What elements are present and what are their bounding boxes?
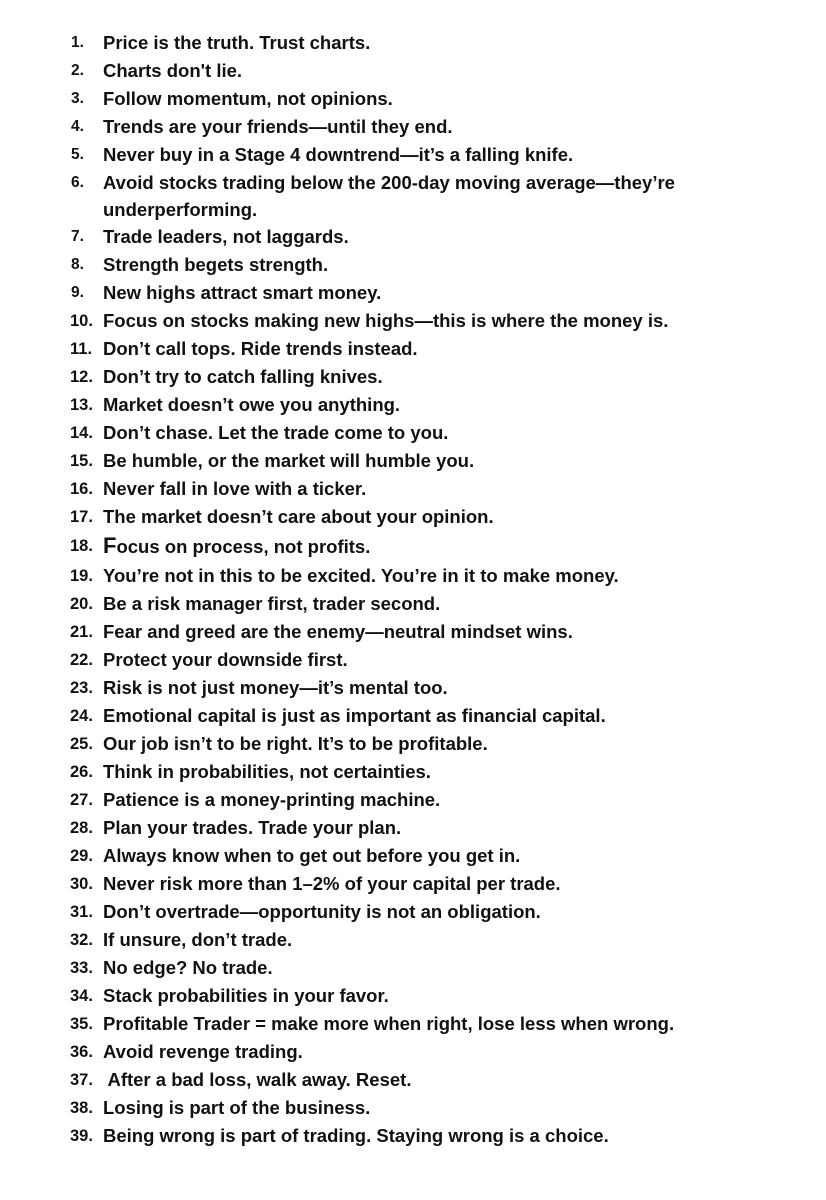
rule-number: 19.	[70, 567, 93, 585]
rule-number: 35.	[70, 1015, 93, 1033]
rule-item-6	[0, 169, 763, 223]
rule-text: Strength begets strength.	[103, 254, 329, 275]
rule-item-34	[0, 982, 826, 1010]
rule-text-rest: ocus on process, not profits.	[116, 536, 371, 557]
rule-item-18	[0, 531, 826, 562]
rule-number: 37.	[70, 1071, 93, 1089]
rule-number: 25.	[70, 735, 93, 753]
rule-text: Price is the truth. Trust charts.	[103, 32, 371, 53]
rule-item-2	[0, 57, 826, 85]
rule-item-9	[0, 279, 826, 307]
rule-text: Emotional capital is just as important as financial capital.	[103, 705, 606, 726]
rule-text: Always know when to get out before you get in.	[103, 845, 521, 866]
rule-item-26	[0, 758, 826, 786]
rule-number: 1.	[71, 34, 84, 51]
rule-text: Being wrong is part of trading. Staying wrong is a choice.	[103, 1125, 609, 1146]
rule-number: 36.	[70, 1043, 93, 1061]
rule-item-28	[0, 814, 826, 842]
rule-number: 26.	[70, 763, 93, 781]
rule-number: 2.	[71, 62, 84, 79]
rule-item-37	[0, 1066, 826, 1094]
rule-number: 38.	[70, 1099, 93, 1117]
rule-text: Avoid revenge trading.	[103, 1041, 303, 1062]
rule-text: Risk is not just money—it’s mental too.	[103, 677, 448, 698]
rule-text: Market doesn’t owe you anything.	[103, 394, 401, 415]
rule-text: Patience is a money-printing machine.	[103, 789, 441, 810]
rule-item-3	[0, 85, 826, 113]
rule-number: 5.	[71, 146, 84, 163]
rule-item-19	[0, 562, 826, 590]
rule-number: 32.	[70, 931, 93, 949]
rule-number: 34.	[70, 987, 93, 1005]
rule-text: Don’t chase. Let the trade come to you.	[103, 422, 449, 443]
rule-text: Avoid stocks trading below the 200-day moving average—they’re underperforming.	[103, 172, 675, 220]
rule-text: New highs attract smart money.	[103, 282, 382, 303]
rule-text: Plan your trades. Trade your plan.	[103, 817, 402, 838]
rule-number: 22.	[70, 651, 93, 669]
rule-number: 20.	[70, 595, 93, 613]
rule-text: Stack probabilities in your favor.	[103, 985, 389, 1006]
rule-text: Don’t try to catch falling knives.	[103, 366, 383, 387]
rule-item-35	[0, 1010, 826, 1038]
rule-item-29	[0, 842, 826, 870]
rule-item-31	[0, 898, 826, 926]
rule-number: 15.	[70, 452, 93, 470]
rule-item-27	[0, 786, 826, 814]
rule-item-25	[0, 730, 826, 758]
rule-item-10	[0, 307, 826, 335]
rule-text: Think in probabilities, not certainties.	[103, 761, 431, 782]
rule-number: 29.	[70, 847, 93, 865]
rule-item-5	[0, 141, 826, 169]
rule-text: Never risk more than 1–2% of your capital per trade.	[103, 873, 561, 894]
rule-text: Never buy in a Stage 4 downtrend—it’s a falling knife.	[103, 144, 574, 165]
rule-text: You’re not in this to be excited. You’re in it to make money.	[103, 565, 619, 586]
rule-number: 27.	[70, 791, 93, 809]
rule-text: The market doesn’t care about your opinion.	[103, 506, 494, 527]
rule-number: 18.	[70, 537, 93, 555]
rule-number: 30.	[70, 875, 93, 893]
rule-item-16	[0, 475, 826, 503]
rule-text: Fear and greed are the enemy—neutral mindset wins.	[103, 621, 573, 642]
rule-number: 16.	[70, 480, 93, 498]
rule-number: 17.	[70, 508, 93, 526]
rule-number: 39.	[70, 1127, 93, 1145]
rule-item-14	[0, 419, 826, 447]
rule-item-11	[0, 335, 826, 363]
rule-number: 10.	[70, 312, 93, 330]
rule-item-20	[0, 590, 826, 618]
rule-item-36	[0, 1038, 826, 1066]
rule-item-21	[0, 618, 826, 646]
rule-item-1	[0, 29, 826, 57]
rule-number: 21.	[70, 623, 93, 641]
rule-item-23	[0, 674, 826, 702]
rule-text: Trade leaders, not laggards.	[103, 226, 349, 247]
rule-item-24	[0, 702, 826, 730]
rule-item-12	[0, 363, 826, 391]
rule-text: Trends are your friends—until they end.	[103, 116, 453, 137]
rule-item-33	[0, 954, 826, 982]
rule-text: Never fall in love with a ticker.	[103, 478, 367, 499]
rule-text: Charts don't lie.	[103, 60, 243, 81]
rule-number: 4.	[71, 118, 84, 135]
rule-number: 23.	[70, 679, 93, 697]
rule-number: 28.	[70, 819, 93, 837]
rule-text: After a bad loss, walk away. Reset.	[103, 1069, 412, 1090]
rule-number: 6.	[71, 174, 84, 191]
rule-number: 3.	[71, 90, 84, 107]
rule-text: No edge? No trade.	[103, 957, 273, 978]
rule-initial-letter: F	[103, 533, 117, 558]
rule-number: 8.	[71, 256, 84, 273]
rule-text: Be a risk manager first, trader second.	[103, 593, 441, 614]
rule-item-38	[0, 1094, 826, 1122]
rule-number: 24.	[70, 707, 93, 725]
rule-text: Focus on stocks making new highs—this is where the money is.	[103, 310, 669, 331]
rule-text: Be humble, or the market will humble you.	[103, 450, 475, 471]
rule-text: Losing is part of the business.	[103, 1097, 371, 1118]
rule-item-22	[0, 646, 826, 674]
rule-item-39	[0, 1122, 826, 1150]
rule-number: 12.	[70, 368, 93, 386]
rule-item-30	[0, 870, 826, 898]
rule-item-8	[0, 251, 826, 279]
rule-number: 11.	[70, 340, 93, 358]
rule-number: 31.	[70, 903, 93, 921]
rule-item-17	[0, 503, 826, 531]
rule-text: Follow momentum, not opinions.	[103, 88, 393, 109]
rule-text: Protect your downside first.	[103, 649, 348, 670]
rule-text: Our job isn’t to be right. It’s to be profitable.	[103, 733, 488, 754]
rule-item-32	[0, 926, 826, 954]
rule-number: 33.	[70, 959, 93, 977]
rule-number: 13.	[70, 396, 93, 414]
rule-number: 9.	[71, 284, 84, 301]
rule-item-15	[0, 447, 826, 475]
rule-text: Don’t call tops. Ride trends instead.	[103, 338, 418, 359]
trading-rules-list	[0, 29, 826, 1150]
rule-text	[103, 533, 371, 558]
rule-number: 14.	[70, 424, 93, 442]
rule-item-4	[0, 113, 826, 141]
rule-item-7	[0, 223, 826, 251]
rule-number: 7.	[71, 228, 84, 245]
rule-text: Profitable Trader = make more when right, lose less when wrong.	[103, 1013, 675, 1034]
rule-item-13	[0, 391, 826, 419]
rule-text: If unsure, don’t trade.	[103, 929, 293, 950]
rule-text: Don’t overtrade—opportunity is not an obligation.	[103, 901, 541, 922]
